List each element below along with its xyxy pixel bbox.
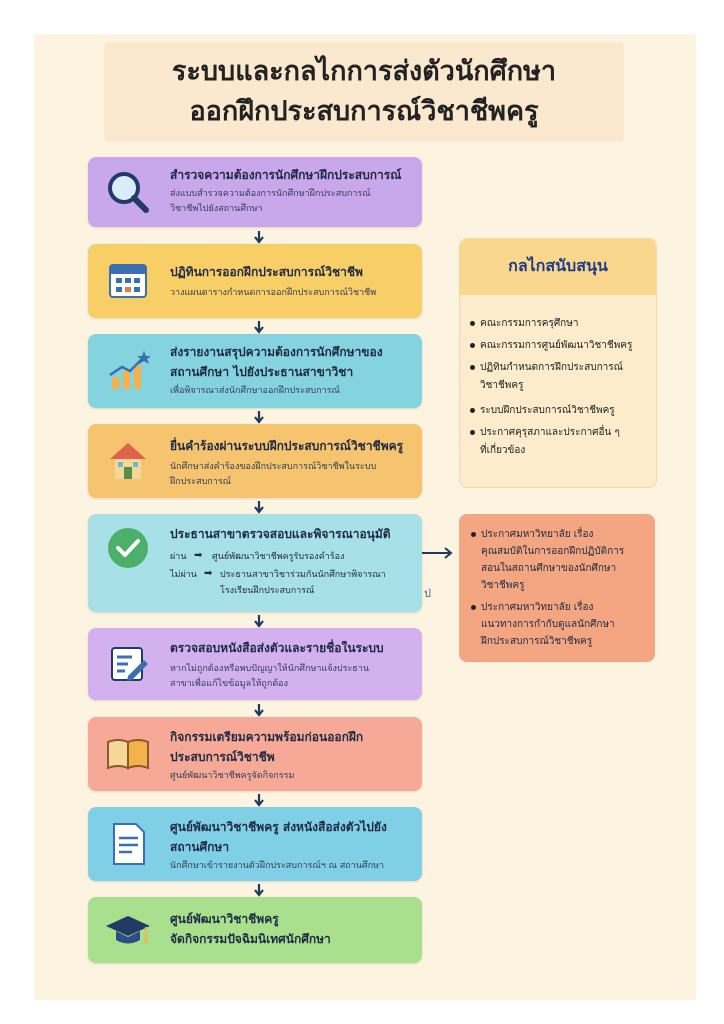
flow-arrow-icon <box>252 614 266 628</box>
fail-arrow-icon: ➡ <box>204 568 213 579</box>
announcement-line: วิชาชีพครู <box>481 580 525 591</box>
check-icon <box>98 518 158 578</box>
step-report <box>88 334 422 408</box>
calendar-icon <box>98 251 158 311</box>
graduation-cap-icon <box>98 900 158 960</box>
flow-arrow-icon <box>252 500 266 514</box>
step-request <box>88 424 422 498</box>
flow-arrow-icon <box>252 230 266 244</box>
chart-icon <box>98 341 158 401</box>
step-orientation <box>88 897 422 963</box>
school-icon <box>98 431 158 491</box>
step-subtitle: ส่งแบบสำรวจความต้องการนักศึกษาฝึกประสบการณ์ <box>170 189 371 199</box>
fail-text: ประธานสาขาวิชาร่วมกันนักศึกษาพิจารณา <box>220 570 386 580</box>
title-line-2: ออกฝึกประสบการณ์วิชาชีพครู <box>189 96 539 127</box>
flow-arrow-icon <box>252 410 266 424</box>
bullet-icon <box>470 430 475 435</box>
flow-arrow-icon <box>252 320 266 334</box>
step-calendar <box>88 244 422 318</box>
fail-label: ไม่ผ่าน <box>170 570 197 580</box>
pass-label: ผ่าน <box>170 552 187 562</box>
announcement-item: ประกาศมหาวิทยาลัย เรื่อง <box>471 526 651 543</box>
support-item: ระบบฝึกประสบการณ์วิชาชีพครู <box>470 402 652 420</box>
step-subtitle-2: ฝึกประสบการณ์ <box>170 477 231 487</box>
step-subtitle-2: วิชาชีพไปยังสถานศึกษา <box>170 204 263 214</box>
step-title: ตรวจสอบหนังสือส่งตัวและรายชื่อในระบบ <box>170 641 384 655</box>
support-item: ปฏิทินกำหนดการฝึกประสบการณ์ <box>470 359 652 377</box>
bullet-icon <box>470 343 475 348</box>
step-title-2: จัดกิจกรรมปัจฉิมนิเทศนักศึกษา <box>170 932 331 946</box>
step-title: ศูนย์พัฒนาวิชาชีพครู <box>170 912 279 926</box>
flow-arrow-icon <box>252 883 266 897</box>
announcement-line: แนวทางการกำกับดูแลนักศึกษา <box>481 619 615 630</box>
step-subtitle: นักศึกษาส่งคำร้องของฝึกประสบการณ์วิชาชีพในระบบ <box>170 462 377 472</box>
edit-icon <box>98 634 158 694</box>
bullet-icon <box>470 365 475 370</box>
flow-arrow-icon <box>252 793 266 807</box>
document-icon <box>98 814 158 874</box>
step-subtitle: นักศึกษาเข้ารายงานตัวฝึกประสบการณ์ฯ ณ สถานศึกษา <box>170 861 385 871</box>
support-item: คณะกรรมการครุศึกษา <box>470 315 652 333</box>
pass-arrow-icon: ➡ <box>194 550 203 561</box>
connector-arrow-icon <box>420 546 454 560</box>
announcement-line: คุณสมบัติในการออกฝึกปฏิบัติการ <box>481 546 625 557</box>
step-subtitle: ศูนย์พัฒนาวิชาชีพครูจัดกิจกรรม <box>170 771 295 781</box>
step-title-2: ประสบการณ์วิชาชีพ <box>170 750 275 764</box>
flow-arrow-icon <box>252 703 266 717</box>
step-title-2: สถานศึกษา <box>170 840 230 854</box>
step-preparation <box>88 717 422 791</box>
step-title: ประธานสาขาตรวจสอบและพิจารณาอนุมัติ <box>170 527 391 541</box>
step-title: ศูนย์พัฒนาวิชาชีพครู ส่งหนังสือส่งตัวไปยัง <box>170 820 387 834</box>
step-verify-letter <box>88 628 422 700</box>
support-title: กลไกสนับสนุน <box>508 256 608 275</box>
step-send-letter <box>88 807 422 881</box>
page-title <box>104 52 624 132</box>
support-item: คณะกรรมการศูนย์พัฒนาวิชาชีพครู <box>470 337 652 355</box>
bullet-icon <box>470 321 475 326</box>
pass-text: ศูนย์พัฒนาวิชาชีพครูรับรองคำร้อง <box>212 552 345 562</box>
announcements-panel <box>459 514 655 662</box>
announcement-line: ฝึกประสบการณ์วิชาชีพครู <box>481 636 593 647</box>
step-title: ส่งรายงานสรุปความต้องการนักศึกษาของ <box>170 345 383 359</box>
step-approval <box>88 514 422 612</box>
step-title: กิจกรรมเตรียมความพร้อมก่อนออกฝึก <box>170 730 364 744</box>
step-survey <box>88 157 422 227</box>
support-panel <box>459 238 657 488</box>
step-subtitle: วางแผนตารางกำหนดการออกฝึกประสบการณ์วิชาชีพ <box>170 288 377 298</box>
step-title-2: สถานศึกษา ไปยังประธานสาขาวิชา <box>170 365 354 379</box>
title-line-1: ระบบและกลไกการส่งตัวนักศึกษา <box>171 56 557 87</box>
magnifier-icon <box>98 162 158 222</box>
step-subtitle: เพื่อพิจารณาส่งนักศึกษาออกฝึกประสบการณ์ <box>170 386 340 396</box>
support-item-continued: ที่เกี่ยวข้อง <box>480 445 526 456</box>
step-title: สำรวจความต้องการนักศึกษาฝึกประสบการณ์ <box>170 168 402 182</box>
step-subtitle: หากไม่ถูกต้องหรือพบปัญญาให้นักศึกษาแจ้งประธาน <box>170 664 369 674</box>
step-title: ยื่นคำร้องผ่านระบบฝึกประสบการณ์วิชาชีพครู <box>170 439 404 453</box>
support-item-continued: วิชาชีพครู <box>480 380 524 391</box>
bullet-icon <box>470 408 475 413</box>
step-subtitle-2: สาขาเพื่อแก้ไขข้อมูลให้ถูกต้อง <box>170 679 288 689</box>
support-item: ประกาศคุรุสภาและประกาศอื่น ๆ <box>470 424 652 442</box>
bullet-icon <box>471 605 476 610</box>
announcement-line: สอนในสถานศึกษาของนักศึกษา <box>481 563 617 574</box>
bullet-icon <box>471 532 476 537</box>
stray-mark: ป <box>424 587 431 600</box>
book-icon <box>98 724 158 784</box>
fail-text-2: โรงเรียนฝึกประสบการณ์ <box>220 586 315 596</box>
announcement-item: ประกาศมหาวิทยาลัย เรื่อง <box>471 599 651 616</box>
step-title: ปฏิทินการออกฝึกประสบการณ์วิชาชีพ <box>170 265 363 279</box>
